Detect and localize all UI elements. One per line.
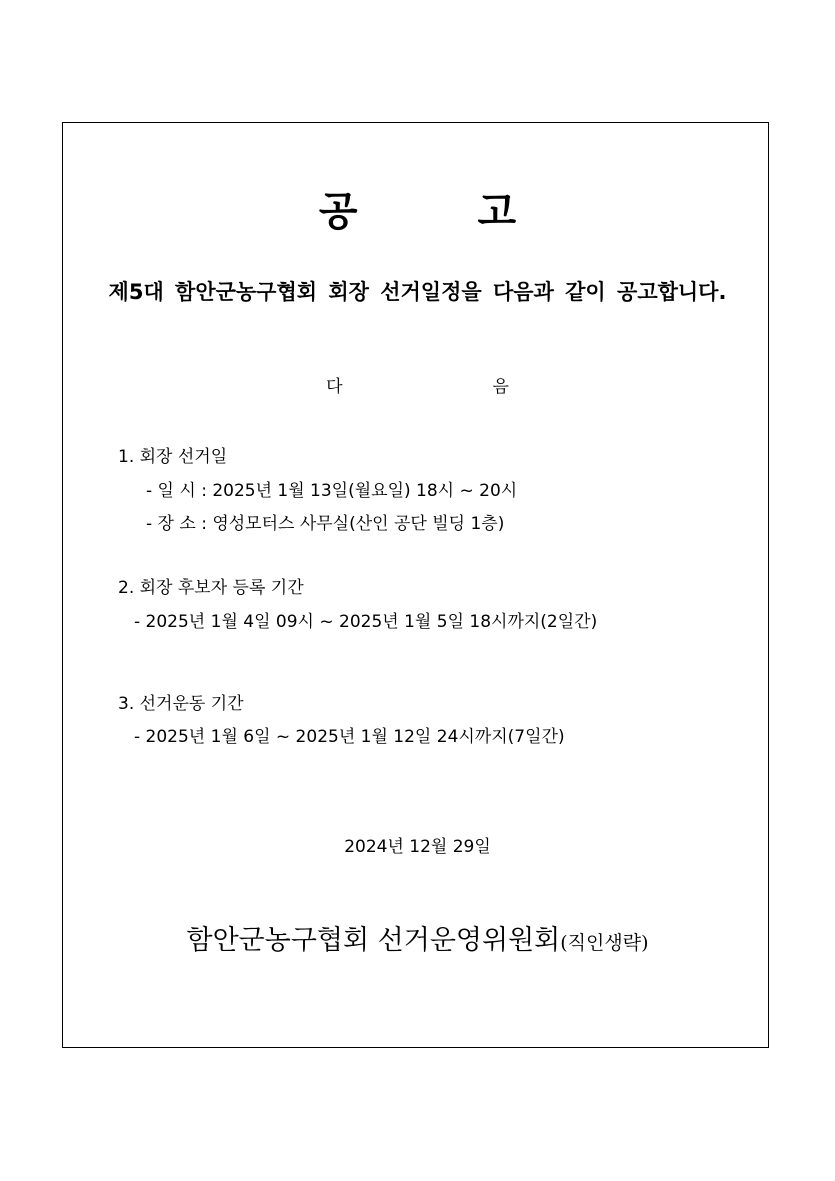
section-1-line-2: - 장 소 : 영성모터스 사무실(산인 공단 빌딩 1층) (146, 514, 505, 534)
title-char-2: 고 (477, 188, 517, 235)
org-name: 함안군농구협회 선거운영위원회 (186, 925, 561, 956)
organization-name (0, 918, 835, 957)
section-1-line-1: - 일 시 : 2025년 1월 13일(월요일) 18시 ~ 20시 (146, 481, 518, 501)
notice-lead: 제5대 함안군농구협회 회장 선거일정을 다음과 같이 공고합니다. (108, 280, 727, 304)
section-3-heading: 3. 선거운동 기간 (118, 694, 244, 714)
section-1-heading: 1. 회장 선거일 (118, 447, 228, 467)
section-3-line-1: - 2025년 1월 6일 ~ 2025년 1월 12일 24시까지(7일간) (134, 727, 565, 747)
notice-title (0, 180, 835, 240)
section-2-heading: 2. 회장 후보자 등록 기간 (118, 578, 304, 598)
section-2-line-1: - 2025년 1월 4일 09시 ~ 2025년 1월 5일 18시까지(2일간) (134, 612, 598, 632)
seal-omitted-note: (직인생략) (560, 932, 649, 954)
daeum-heading (0, 372, 835, 397)
title-char-1: 공 (318, 188, 358, 235)
daeum-char-2: 음 (492, 377, 509, 397)
notice-date: 2024년 12월 29일 (344, 837, 491, 857)
daeum-char-1: 다 (326, 377, 343, 397)
